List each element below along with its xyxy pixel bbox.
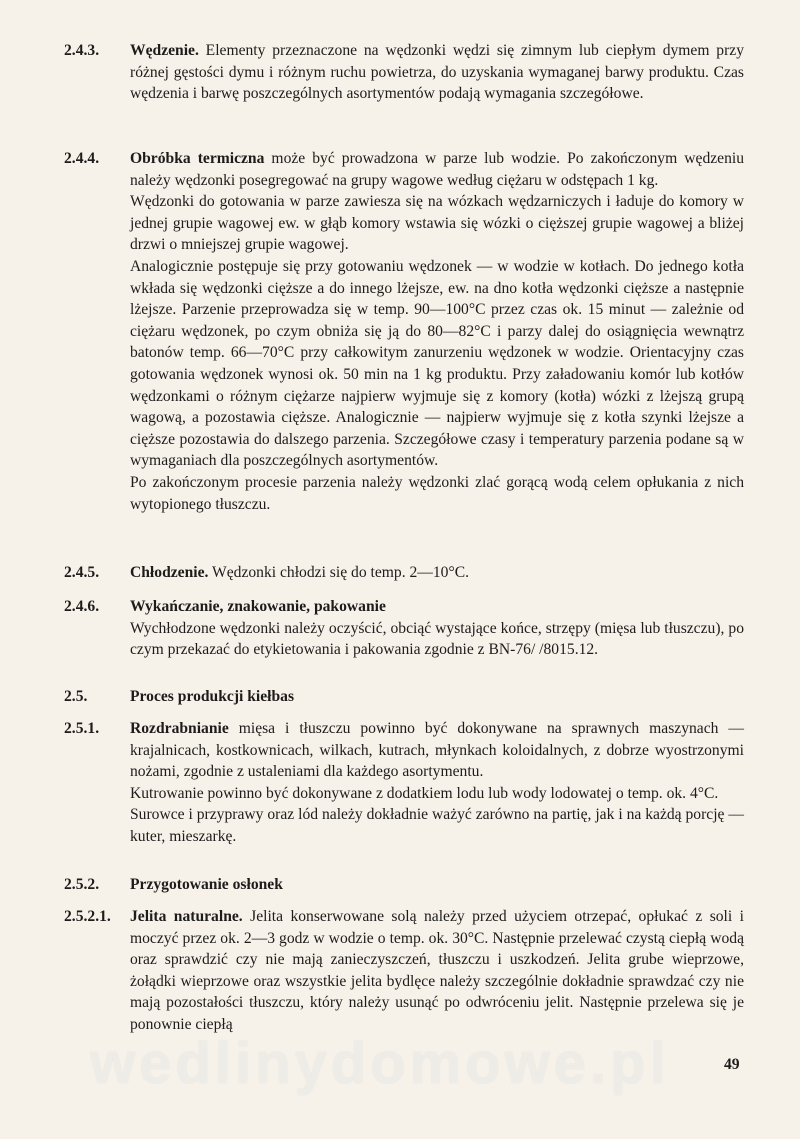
paragraph: Surowce i przyprawy oraz lód należy dokładnie ważyć zarówno na partię, jak i na każdą porcję — kuter, mieszarkę. (130, 806, 744, 845)
section-number: 2.5.1. (64, 720, 100, 737)
section-body (130, 718, 744, 848)
section-title: Przygotowanie osłonek (130, 876, 283, 893)
paragraph-text: Elementy przeznaczone na wędzonki wędzi się zimnym lub ciepłym dymem przy różnej gęstości dymu i różnym ruchu powietrza, do uzyskania wymaganej barwy produktu. Czas wędzenia i barwę poszczególnych asortymentów podają wymagania szczegółowe. (130, 42, 744, 103)
paragraph-text: Jelita konserwowane solą należy przed użyciem otrzepać, opłukać z soli i moczyć przez ok. 2—3 godz w wodzie o temp. ok. 30°C. Następnie przelewać czystą ciepłą wodą oraz sprawdzić czy nie mają zanieczyszczeń, tłuszczu i uszkodzeń. Jelita grube wieprzowe, żołądki wieprzowe oraz wszystkie jelita bydlęce należy szczególnie dokładnie sprawdzać czy nie mają pozostałości tłuszczu, który należy usunąć po odwróceniu jelit. Następnie przelewa się je ponownie ciepłą (130, 908, 744, 1033)
paragraph (130, 906, 744, 1036)
paragraph (130, 148, 744, 191)
paragraph (130, 596, 744, 618)
section-number: 2.5.2. (64, 876, 100, 893)
section-title: Wykańczanie, znakowanie, pakowanie (130, 598, 386, 615)
section-2-5-2-1 (64, 906, 744, 1036)
section-body (130, 148, 744, 515)
paragraph-text: może być prowadzona w parze lub wodzie. Po zakończonym wędzeniu należy wędzonki posegregować na grupy wagowe według ciężaru w odstępach 1 kg. (130, 150, 745, 189)
section-body (130, 596, 744, 661)
section-title: Chłodzenie. (130, 564, 209, 581)
section-title: Jelita naturalne. (130, 908, 243, 925)
section-2-4-4 (64, 148, 744, 515)
section-number: 2.5. (64, 688, 88, 705)
section-2-4-6 (64, 596, 744, 661)
section-body (130, 874, 744, 896)
paragraph: Analogicznie postępuje się przy gotowaniu wędzonek — w wodzie w kotłach. Do jednego kotła wkłada się wędzonki cięższe a do innego lżejsze, ew. na dno kotła wędzonki cięższe a następnie lżejsze. Parzenie przeprowadza się w temp. 90—100°C przez czas ok. 15 minut — zależnie od ciężaru wędzonek, po czym obniża się ją do 80—82°C i parzy dalej do osiągnięcia wewnątrz batonów temp. 66—70°C przy całkowitym zanurzeniu wędzonek w wodzie. Orientacyjny czas gotowania wędzonek wynosi ok. 50 min na 1 kg produktu. Przy załadowaniu komór lub kotłów wędzonkami o różnym ciężarze najpierw wyjmuje się z komory (kotła) wózki z lżejszą grupą wagową, a pozostawia cięższe. Analogicznie — najpierw wyjmuje się z kotła szynki lżejsze a cięższe pozostawia do dalszego parzenia. Szczegółowe czasy i temperatury parzenia podane są w wymaganiach dla poszczególnych asortymentów. (130, 257, 744, 470)
section-body (130, 686, 744, 708)
paragraph: Po zakończonym procesie parzenia należy wędzonki zlać gorącą wodą celem opłukania z nich wytopionego tłuszczu. (130, 473, 744, 513)
section-number: 2.4.4. (64, 150, 100, 167)
section-body (130, 562, 744, 584)
paragraph: Kutrowanie powinno być dokonywane z dodatkiem lodu lub wody lodowatej o temp. ok. 4°C. (130, 784, 719, 802)
section-number: 2.4.6. (64, 598, 100, 615)
section-title: Proces produkcji kiełbas (130, 688, 295, 705)
section-title: Wędzenie. (130, 42, 199, 59)
section-2-4-3 (64, 40, 744, 105)
paragraph (130, 40, 744, 105)
section-2-4-5 (64, 562, 744, 584)
paragraph (130, 686, 744, 708)
section-2-5-2 (64, 874, 744, 896)
paragraph: Wychłodzone wędzonki należy oczyścić, obciąć wystające końce, strzępy (mięsa lub tłuszczu), po czym przekazać do etykietowania i pakowania zgodnie z BN-76/ /8015.12. (130, 619, 744, 659)
section-2-5-1 (64, 718, 744, 848)
section-number: 2.5.2.1. (64, 908, 111, 925)
watermark: wedlinydomowe.pl (90, 1031, 670, 1096)
paragraph (130, 562, 744, 584)
section-number: 2.4.5. (64, 564, 100, 581)
section-body (130, 906, 744, 1036)
paragraph: Wędzonki do gotowania w parze zawiesza się na wózkach wędzarniczych i ładuje do komory w jednej grupie wagowej ew. w głąb komory wstawia się wózki o cięższej grupie wagowej a bliżej drzwi o mniejszej grupie wagowej. (130, 193, 744, 254)
paragraph (130, 874, 744, 896)
section-body (130, 40, 744, 105)
section-title: Obróbka termiczna (130, 150, 265, 167)
section-number: 2.4.3. (64, 42, 100, 59)
paragraph-text: Wędzonki chłodzi się do temp. 2—10°C. (208, 564, 470, 581)
paragraph (130, 718, 744, 783)
section-title: Rozdrabnianie (130, 720, 229, 737)
page-number: 49 (724, 1056, 740, 1073)
paragraph-text: mięsa i tłuszczu powinno być dokonywane na sprawnych maszynach — krajalnicach, kostkownicach, wilkach, kutrach, młynkach koloidalnych, z dobrze wyostrzonymi nożami, zgodnie z ustaleniami dla każdego asortymentu. (130, 720, 744, 781)
section-2-5 (64, 686, 744, 708)
